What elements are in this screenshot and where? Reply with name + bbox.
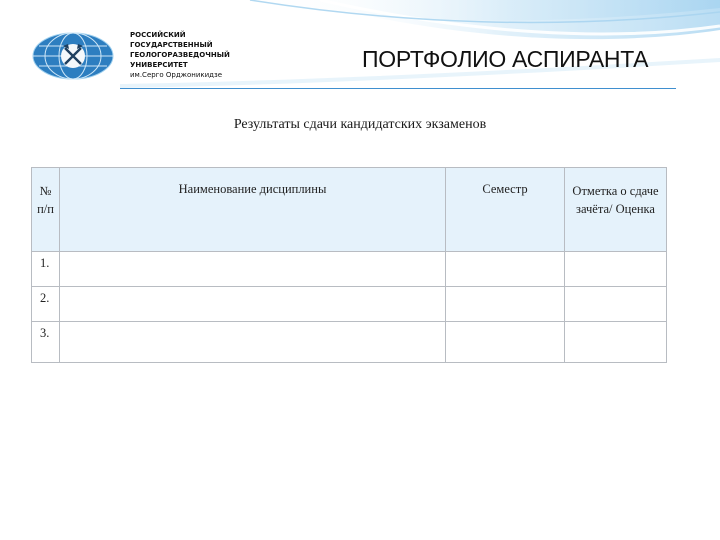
discipline-cell[interactable] [60,252,446,287]
column-header-semester: Семестр [446,168,565,252]
column-header-number [32,168,60,252]
column-header-discipline: Наименование дисциплины [60,168,446,252]
row-number: 1. [32,252,60,287]
table-row [32,322,667,363]
grade-cell[interactable] [565,322,667,363]
university-name [130,30,230,80]
column-header-number-line-1: № [39,184,52,198]
table-header-row [32,168,667,252]
university-name-line-2: ГОСУДАРСТВЕННЫЙ [130,41,213,49]
semester-cell[interactable] [446,252,565,287]
university-name-line-4: УНИВЕРСИТЕТ [130,61,188,69]
table-row [32,287,667,322]
section-subtitle: Результаты сдачи кандидатских экзаменов [233,117,487,132]
table-row [32,252,667,287]
discipline-cell[interactable] [60,322,446,363]
semester-cell[interactable] [446,322,565,363]
grade-cell[interactable] [565,252,667,287]
semester-cell[interactable] [446,287,565,322]
exam-results-table [31,167,667,363]
column-header-number-line-2: п/п [37,202,54,216]
header-divider [120,88,676,89]
discipline-cell[interactable] [60,287,446,322]
column-header-grade: Отметка о сдаче зачёта/ Оценка [565,168,667,252]
row-number: 2. [32,287,60,322]
row-number: 3. [32,322,60,363]
university-name-line-1: РОССИЙСКИЙ [130,31,186,39]
grade-cell[interactable] [565,287,667,322]
crossed-hammers-globe-logo-icon [31,30,115,82]
university-name-line-3: ГЕОЛОГОРАЗВЕДОЧНЫЙ [130,51,230,59]
university-name-line-5: им.Серго Орджоникидзе [130,71,223,79]
page-title: ПОРТФОЛИО АСПИРАНТА [362,46,649,72]
